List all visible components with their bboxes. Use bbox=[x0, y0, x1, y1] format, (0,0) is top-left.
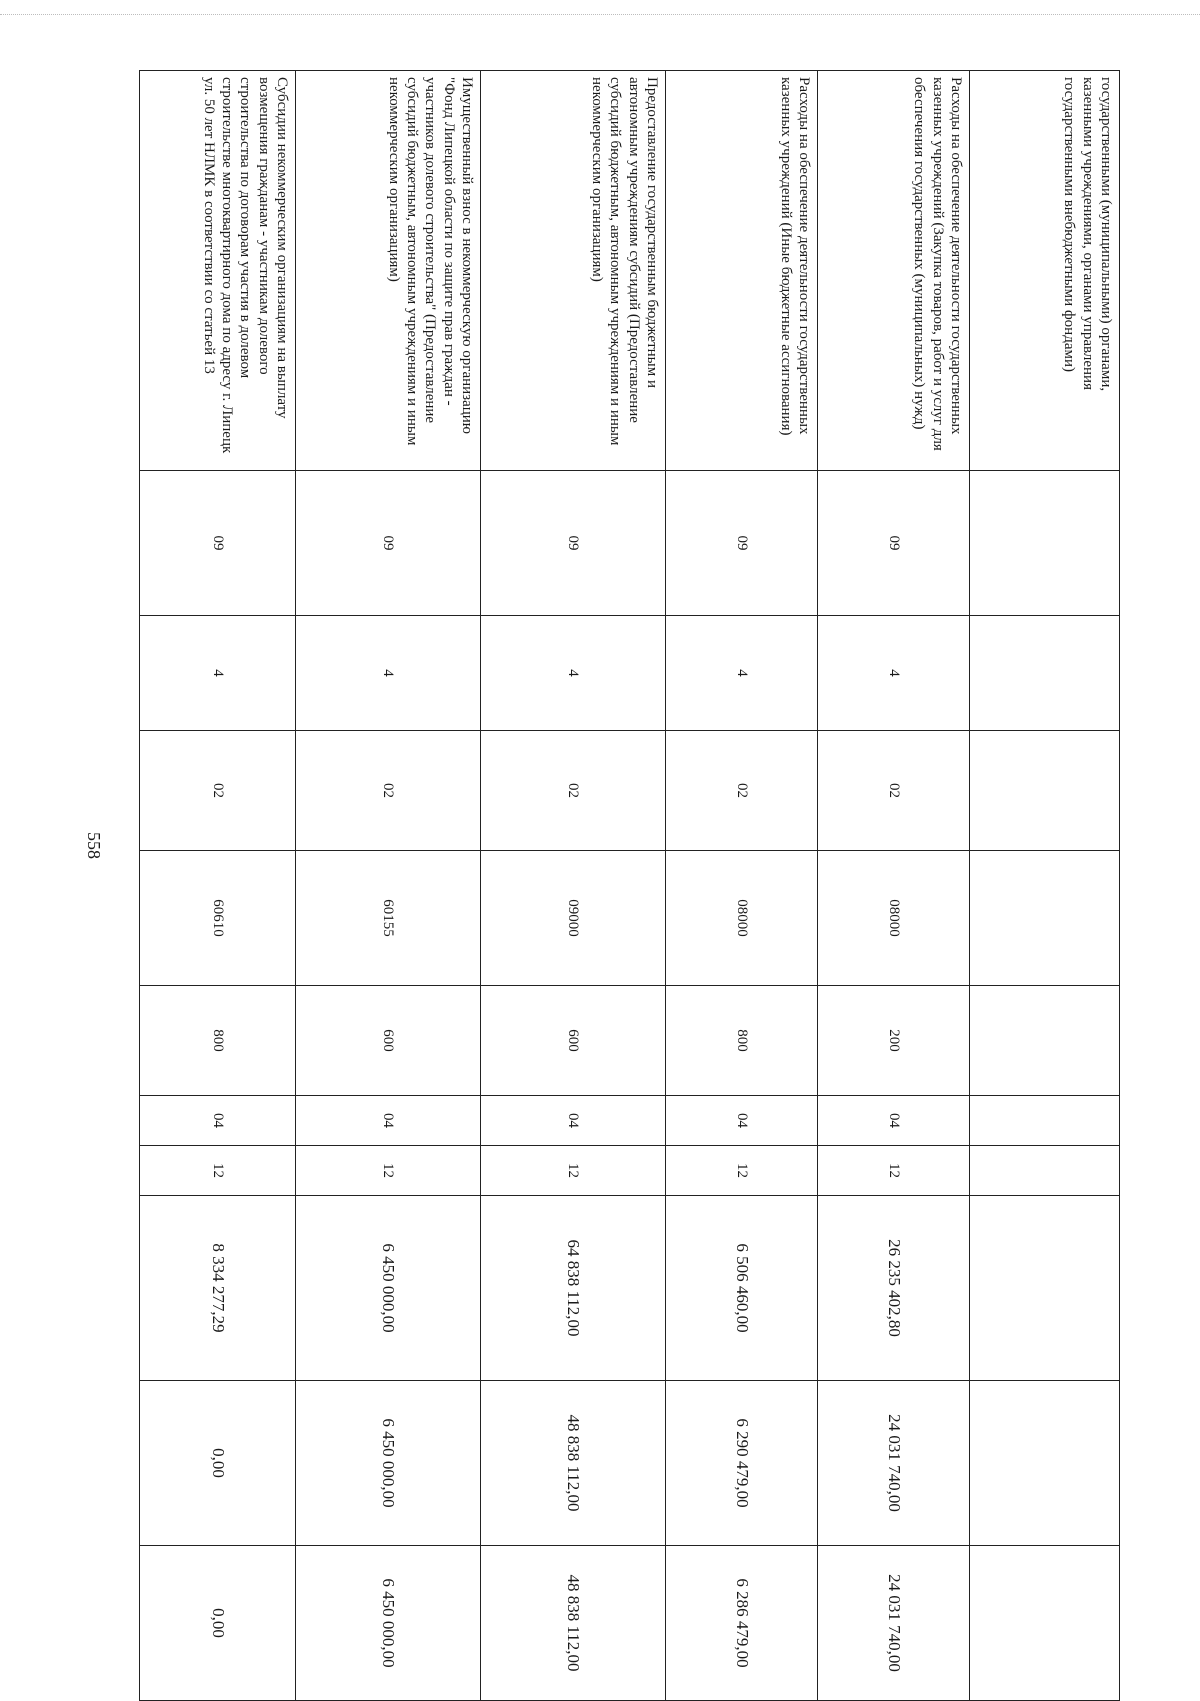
cell-expense-type-code: 800 bbox=[666, 986, 818, 1096]
table-row bbox=[140, 71, 296, 1701]
table-row bbox=[481, 71, 666, 1701]
cell-program-code: 08000 bbox=[818, 851, 970, 986]
cell-item-code: 12 bbox=[818, 1146, 970, 1196]
cell-program-code: 09000 bbox=[481, 851, 666, 986]
cell-program-code: 08000 bbox=[666, 851, 818, 986]
cell-ministry-code: 09 bbox=[818, 471, 970, 616]
cell-amount-3: 24 031 740,00 bbox=[818, 1546, 970, 1701]
row-description: Субсидии некоммерческим организациям на выплату возмещения гражданам - участникам долевого строительства по договорам участия в долевом строительстве многоквартирного дома по адресу г. Липецк ул. 50 лет НЛМК в соответствии со статьей 13 bbox=[140, 71, 296, 471]
cell-amount-1: 6 506 460,00 bbox=[666, 1196, 818, 1381]
budget-table bbox=[139, 70, 1120, 1701]
cell-subprogram-code: 04 bbox=[666, 1096, 818, 1146]
cell-amount-3: 6 450 000,00 bbox=[296, 1546, 481, 1701]
cell-subsection-code: 02 bbox=[818, 731, 970, 851]
cell-amount-1: 26 235 402,80 bbox=[818, 1196, 970, 1381]
table-row bbox=[666, 71, 818, 1701]
cell-ministry-code: 09 bbox=[481, 471, 666, 616]
cell-item-code: 12 bbox=[481, 1146, 666, 1196]
cell-amount-1: 8 334 277,29 bbox=[140, 1196, 296, 1381]
cell-expense-type-code: 800 bbox=[140, 986, 296, 1096]
cell-section-code bbox=[970, 616, 1120, 731]
cell-section-code: 4 bbox=[481, 616, 666, 731]
cell-section-code: 4 bbox=[140, 616, 296, 731]
table-row bbox=[296, 71, 481, 1701]
cell-subprogram-code: 04 bbox=[818, 1096, 970, 1146]
cell-subprogram-code bbox=[970, 1096, 1120, 1146]
cell-section-code: 4 bbox=[666, 616, 818, 731]
cell-section-code: 4 bbox=[296, 616, 481, 731]
row-description: Имущественный взнос в некоммерческую организацию "Фонд Липецкой области по защите прав граждан - участников долевого строительства" (Предоставление субсидий бюджетным, автономным учреждениям и иным некоммерческим организациям) bbox=[296, 71, 481, 471]
cell-section-code: 4 bbox=[818, 616, 970, 731]
cell-amount-2: 6 450 000,00 bbox=[296, 1381, 481, 1546]
cell-subprogram-code: 04 bbox=[296, 1096, 481, 1146]
scan-top-edge bbox=[0, 14, 1200, 15]
cell-item-code: 12 bbox=[296, 1146, 481, 1196]
cell-amount-3: 6 286 479,00 bbox=[666, 1546, 818, 1701]
cell-ministry-code: 09 bbox=[140, 471, 296, 616]
row-description: Расходы на обеспечение деятельности государственных казенных учреждений (Иные бюджетные ассигнования) bbox=[666, 71, 818, 471]
rotated-table-wrapper bbox=[140, 70, 1120, 1700]
cell-program-code: 60610 bbox=[140, 851, 296, 986]
row-description: государственными (муниципальными) органами, казенными учреждениями, органами управления государственными внебюджетными фондами) bbox=[970, 71, 1120, 471]
cell-item-code: 12 bbox=[140, 1146, 296, 1196]
cell-ministry-code bbox=[970, 471, 1120, 616]
cell-program-code bbox=[970, 851, 1120, 986]
cell-expense-type-code: 600 bbox=[481, 986, 666, 1096]
cell-program-code: 60155 bbox=[296, 851, 481, 986]
cell-amount-3: 48 838 112,00 bbox=[481, 1546, 666, 1701]
cell-subsection-code bbox=[970, 731, 1120, 851]
cell-amount-2 bbox=[970, 1381, 1120, 1546]
cell-ministry-code: 09 bbox=[296, 471, 481, 616]
cell-ministry-code: 09 bbox=[666, 471, 818, 616]
row-description: Расходы на обеспечение деятельности государственных казенных учреждений (Закупка товаров, работ и услуг для обеспечения государственных (муниципальных) нужд) bbox=[818, 71, 970, 471]
cell-amount-1 bbox=[970, 1196, 1120, 1381]
cell-amount-2: 0,00 bbox=[140, 1381, 296, 1546]
cell-expense-type-code: 200 bbox=[818, 986, 970, 1096]
cell-subsection-code: 02 bbox=[666, 731, 818, 851]
row-description: Предоставление государственным бюджетным и автономным учреждениям субсидий (Предоставление субсидий бюджетным, автономным учреждениям и иным некоммерческим организациям) bbox=[481, 71, 666, 471]
cell-amount-1: 64 838 112,00 bbox=[481, 1196, 666, 1381]
cell-subprogram-code: 04 bbox=[140, 1096, 296, 1146]
table-row bbox=[818, 71, 970, 1701]
cell-expense-type-code bbox=[970, 986, 1120, 1096]
cell-subprogram-code: 04 bbox=[481, 1096, 666, 1146]
cell-subsection-code: 02 bbox=[140, 731, 296, 851]
cell-expense-type-code: 600 bbox=[296, 986, 481, 1096]
cell-subsection-code: 02 bbox=[481, 731, 666, 851]
cell-amount-3 bbox=[970, 1546, 1120, 1701]
cell-subsection-code: 02 bbox=[296, 731, 481, 851]
cell-amount-2: 6 290 479,00 bbox=[666, 1381, 818, 1546]
cell-amount-3: 0,00 bbox=[140, 1546, 296, 1701]
cell-amount-2: 24 031 740,00 bbox=[818, 1381, 970, 1546]
cell-amount-2: 48 838 112,00 bbox=[481, 1381, 666, 1546]
page-number: 558 bbox=[84, 832, 104, 859]
cell-item-code: 12 bbox=[666, 1146, 818, 1196]
cell-item-code bbox=[970, 1146, 1120, 1196]
table-row bbox=[970, 71, 1120, 1701]
cell-amount-1: 6 450 000,00 bbox=[296, 1196, 481, 1381]
